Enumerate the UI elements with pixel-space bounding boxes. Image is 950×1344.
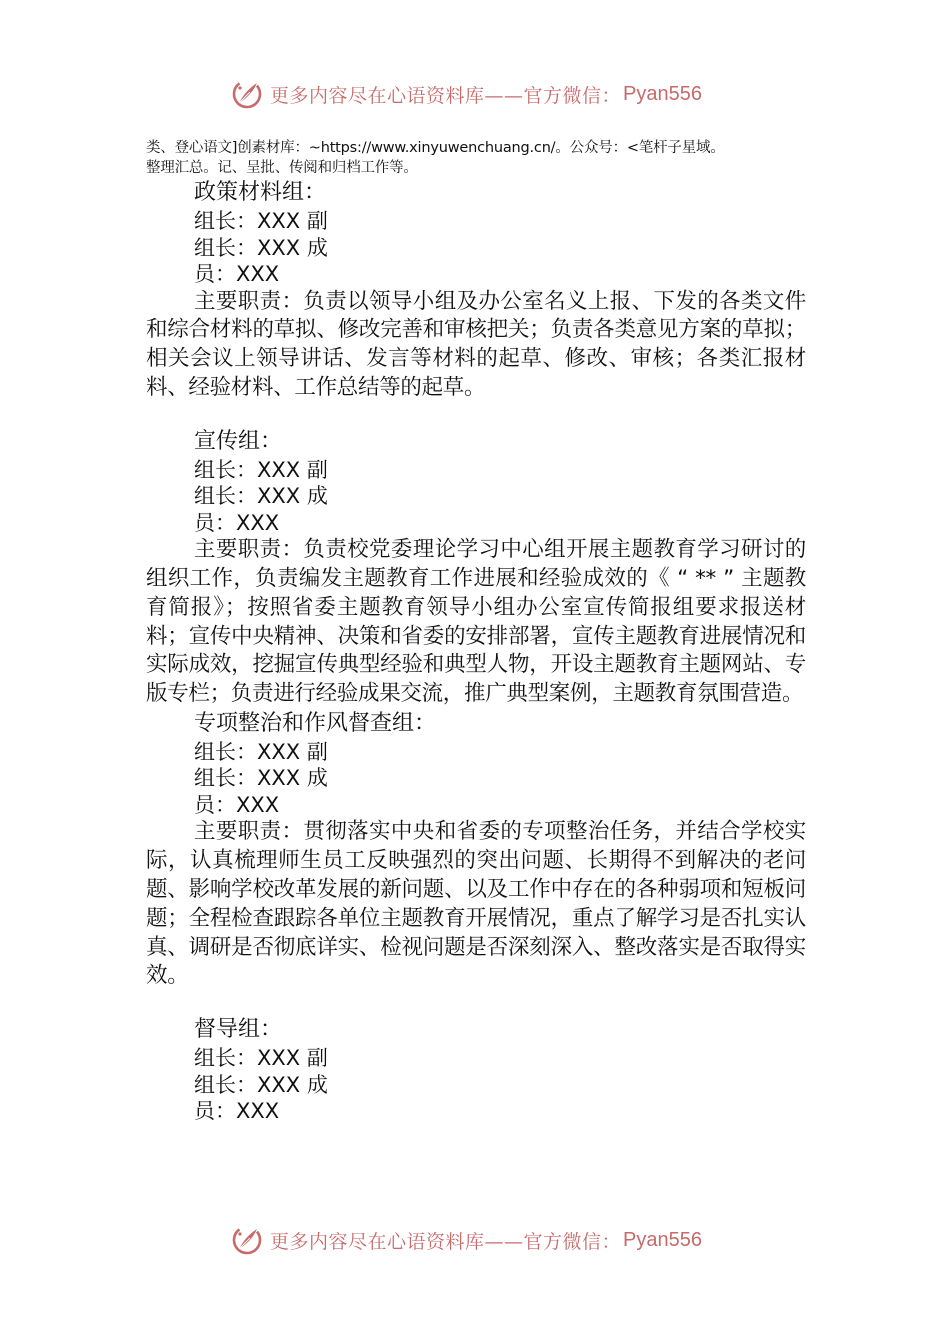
banner-text: 更多内容尽在心语资料库——官方微信： bbox=[270, 1230, 622, 1253]
section-gap bbox=[146, 403, 806, 427]
member-line: 员：XXX bbox=[194, 792, 280, 817]
member-line: 组长：XXX 副 bbox=[194, 739, 328, 764]
intro-line: 类、登心语文]创素材库：~https://www.xinyuwenchuang.cn/。公众号：<笔杆子星域。 bbox=[146, 140, 725, 156]
feather-pen-logo-icon bbox=[230, 1223, 264, 1257]
banner-wechat-id: Pyan556 bbox=[623, 82, 702, 105]
duty-paragraph-publicity: 主要职责：负责校党委理论学习中心组开展主题教育学习研讨的组织工作，负责编发主题教育工作进展和经验成效的《 “ ** ” 主题教育简报》；按照省委主题教育领导小组办公室宣传简报组要求报送材料；宣传中央精神、决策和省委的安排部署，宣传主题教育进展情况和实际成效，挖掘宣传典型经验和典型人物，开设主题教育主题网站、专版专栏；负责进行经验成果交流，推广典型案例，主题教育氛围营造。 bbox=[146, 537, 806, 707]
document-body bbox=[146, 138, 806, 1125]
member-line: 组长：XXX 副 bbox=[194, 1046, 328, 1071]
member-line: 员：XXX bbox=[194, 262, 280, 286]
duty-paragraph-rectification: 主要职责：贯彻落实中央和省委的专项整治任务，并结合学校实际，认真梳理师生员工反映强烈的突出问题、长期得不到解决的老问题、影响学校改革发展的新问题、以及工作中存在的各种弱项和短板问题；全程检查跟踪各单位主题教育开展情况，重点了解学习是否扎实认真、调研是否彻底详实、检视问题是否深刻深入、整改落实是否取得实效。 bbox=[146, 819, 806, 989]
header-banner bbox=[230, 74, 702, 114]
member-line: 组长：XXX 成 bbox=[194, 766, 328, 791]
footer-banner bbox=[230, 1220, 702, 1260]
member-line: 组长：XXX 副 bbox=[194, 457, 328, 482]
member-line: 组长：XXX 成 bbox=[194, 1072, 328, 1097]
feather-pen-logo-icon bbox=[230, 77, 264, 111]
member-line: 组长：XXX 成 bbox=[194, 484, 328, 509]
member-line: 员：XXX bbox=[194, 1099, 280, 1124]
member-line: 组长：XXX 成 bbox=[194, 235, 328, 260]
banner-wechat-id: Pyan556 bbox=[623, 1228, 702, 1251]
member-line: 员：XXX bbox=[194, 510, 280, 535]
group-title-rectification: 专项整治和作风督查组： bbox=[194, 710, 437, 736]
section-gap bbox=[146, 991, 806, 1015]
banner-text: 更多内容尽在心语资料库——官方微信： bbox=[270, 84, 622, 107]
intro-line: 整理汇总。记、呈批、传阅和归档工作等。 bbox=[146, 160, 418, 176]
group-title-publicity: 宣传组： bbox=[194, 428, 283, 454]
group-title-supervision: 督导组： bbox=[194, 1017, 283, 1043]
group-title-policy: 政策材料组： bbox=[194, 180, 327, 205]
duty-paragraph-policy: 主要职责：负责以领导小组及办公室名义上报、下发的各类文件和综合材料的草拟、修改完善和审核把关；负责各类意见方案的草拟；相关会议上领导讲话、发言等材料的起草、修改、审核；各类汇报材料、经验材料、工作总结等的起草。 bbox=[146, 288, 806, 400]
member-line: 组长：XXX 副 bbox=[194, 209, 328, 233]
